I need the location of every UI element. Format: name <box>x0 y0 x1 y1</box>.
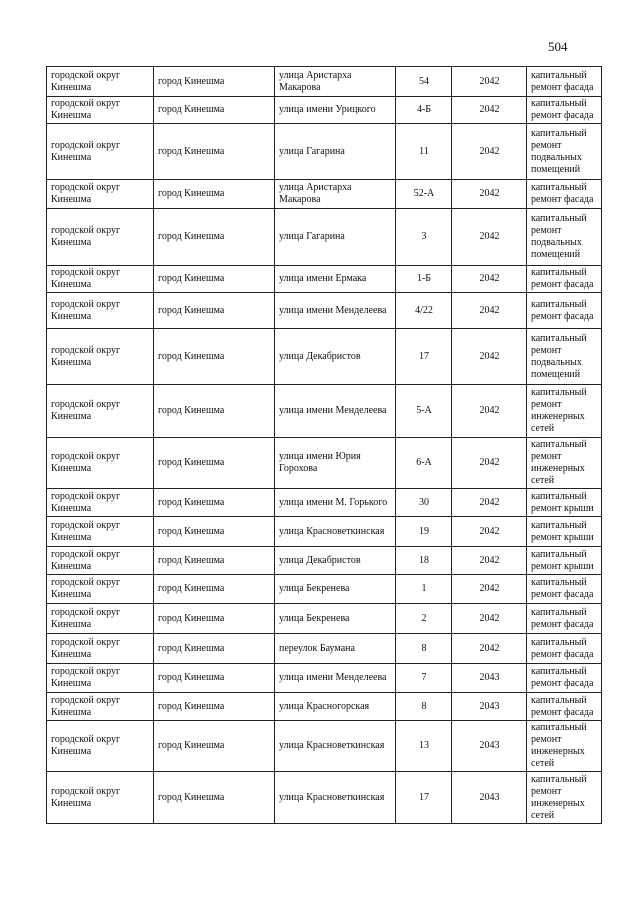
cell-street: улица Аристарха Макарова <box>275 180 396 209</box>
cell-city: город Кинешма <box>154 124 275 180</box>
cell-city: город Кинешма <box>154 664 275 693</box>
cell-year: 2042 <box>452 634 527 664</box>
cell-street: улица Красноветкинская <box>275 772 396 824</box>
cell-city: город Кинешма <box>154 547 275 575</box>
table-row <box>47 721 602 772</box>
cell-okrug: городской округ Кинешма <box>47 547 154 575</box>
table-row <box>47 693 602 721</box>
cell-okrug: городской округ Кинешма <box>47 664 154 693</box>
cell-city: город Кинешма <box>154 67 275 97</box>
cell-year: 2042 <box>452 438 527 489</box>
cell-house-number: 8 <box>396 693 452 721</box>
cell-okrug: городской округ Кинешма <box>47 693 154 721</box>
cell-house-number: 1-Б <box>396 266 452 293</box>
cell-street: улица Красногорская <box>275 693 396 721</box>
table-row <box>47 438 602 489</box>
cell-city: город Кинешма <box>154 721 275 772</box>
cell-work-type: капитальный ремонт фасада <box>527 693 602 721</box>
cell-year: 2042 <box>452 293 527 329</box>
cell-okrug: городской округ Кинешма <box>47 97 154 124</box>
cell-year: 2042 <box>452 547 527 575</box>
cell-okrug: городской округ Кинешма <box>47 293 154 329</box>
cell-year: 2042 <box>452 329 527 385</box>
cell-house-number: 17 <box>396 329 452 385</box>
cell-house-number: 1 <box>396 575 452 604</box>
cell-city: город Кинешма <box>154 489 275 517</box>
cell-okrug: городской округ Кинешма <box>47 180 154 209</box>
table-row <box>47 180 602 209</box>
cell-okrug: городской округ Кинешма <box>47 438 154 489</box>
table-row <box>47 329 602 385</box>
cell-city: город Кинешма <box>154 693 275 721</box>
cell-house-number: 18 <box>396 547 452 575</box>
cell-work-type: капитальный ремонт крыши <box>527 517 602 547</box>
cell-street: улица имени Менделеева <box>275 293 396 329</box>
cell-year: 2042 <box>452 180 527 209</box>
cell-work-type: капитальный ремонт фасада <box>527 664 602 693</box>
table-row <box>47 67 602 97</box>
cell-year: 2042 <box>452 489 527 517</box>
cell-street: улица Красноветкинская <box>275 517 396 547</box>
cell-street: переулок Баумана <box>275 634 396 664</box>
table-row <box>47 293 602 329</box>
cell-year: 2042 <box>452 97 527 124</box>
cell-work-type: капитальный ремонт фасада <box>527 97 602 124</box>
cell-okrug: городской округ Кинешма <box>47 329 154 385</box>
cell-house-number: 4/22 <box>396 293 452 329</box>
cell-house-number: 7 <box>396 664 452 693</box>
table-row <box>47 97 602 124</box>
cell-house-number: 4-Б <box>396 97 452 124</box>
cell-year: 2043 <box>452 772 527 824</box>
table-row <box>47 664 602 693</box>
cell-work-type: капитальный ремонт подвальных помещений <box>527 209 602 266</box>
page-number: 504 <box>548 39 568 54</box>
cell-house-number: 11 <box>396 124 452 180</box>
table-row <box>47 124 602 180</box>
cell-work-type: капитальный ремонт фасада <box>527 67 602 97</box>
cell-city: город Кинешма <box>154 209 275 266</box>
cell-year: 2042 <box>452 124 527 180</box>
table-row <box>47 517 602 547</box>
cell-house-number: 52-А <box>396 180 452 209</box>
cell-okrug: городской округ Кинешма <box>47 385 154 438</box>
cell-street: улица Бекренева <box>275 575 396 604</box>
cell-work-type: капитальный ремонт фасада <box>527 266 602 293</box>
cell-city: город Кинешма <box>154 180 275 209</box>
cell-year: 2042 <box>452 209 527 266</box>
cell-street: улица имени М. Горького <box>275 489 396 517</box>
cell-city: город Кинешма <box>154 293 275 329</box>
cell-street: улица имени Урицкого <box>275 97 396 124</box>
cell-street: улица имени Менделеева <box>275 385 396 438</box>
cell-year: 2043 <box>452 693 527 721</box>
cell-street: улица Гагарина <box>275 209 396 266</box>
cell-city: город Кинешма <box>154 634 275 664</box>
cell-street: улица Аристарха Макарова <box>275 67 396 97</box>
cell-city: город Кинешма <box>154 385 275 438</box>
table-body <box>47 67 602 824</box>
cell-city: город Кинешма <box>154 575 275 604</box>
cell-year: 2042 <box>452 67 527 97</box>
cell-work-type: капитальный ремонт фасада <box>527 634 602 664</box>
cell-street: улица Красноветкинская <box>275 721 396 772</box>
cell-house-number: 3 <box>396 209 452 266</box>
cell-okrug: городской округ Кинешма <box>47 266 154 293</box>
cell-city: город Кинешма <box>154 604 275 634</box>
cell-work-type: капитальный ремонт инженерных сетей <box>527 385 602 438</box>
cell-okrug: городской округ Кинешма <box>47 209 154 266</box>
cell-street: улица Гагарина <box>275 124 396 180</box>
cell-work-type: капитальный ремонт фасада <box>527 604 602 634</box>
cell-city: город Кинешма <box>154 329 275 385</box>
cell-okrug: городской округ Кинешма <box>47 604 154 634</box>
cell-street: улица Декабристов <box>275 547 396 575</box>
cell-okrug: городской округ Кинешма <box>47 772 154 824</box>
cell-city: город Кинешма <box>154 266 275 293</box>
cell-year: 2042 <box>452 604 527 634</box>
cell-work-type: капитальный ремонт подвальных помещений <box>527 124 602 180</box>
table-row <box>47 385 602 438</box>
cell-house-number: 17 <box>396 772 452 824</box>
cell-work-type: капитальный ремонт крыши <box>527 489 602 517</box>
cell-house-number: 19 <box>396 517 452 547</box>
cell-house-number: 2 <box>396 604 452 634</box>
table-row <box>47 489 602 517</box>
table-row <box>47 575 602 604</box>
cell-city: город Кинешма <box>154 438 275 489</box>
cell-street: улица имени Юрия Горохова <box>275 438 396 489</box>
cell-okrug: городской округ Кинешма <box>47 575 154 604</box>
cell-okrug: городской округ Кинешма <box>47 489 154 517</box>
repair-schedule-table <box>46 66 602 824</box>
cell-street: улица Бекренева <box>275 604 396 634</box>
cell-work-type: капитальный ремонт подвальных помещений <box>527 329 602 385</box>
cell-house-number: 8 <box>396 634 452 664</box>
table-row <box>47 209 602 266</box>
table-row <box>47 547 602 575</box>
cell-okrug: городской округ Кинешма <box>47 721 154 772</box>
cell-house-number: 6-А <box>396 438 452 489</box>
cell-street: улица имени Ермака <box>275 266 396 293</box>
cell-city: город Кинешма <box>154 517 275 547</box>
table-row <box>47 604 602 634</box>
cell-work-type: капитальный ремонт фасада <box>527 293 602 329</box>
cell-year: 2042 <box>452 385 527 438</box>
cell-okrug: городской округ Кинешма <box>47 67 154 97</box>
table-row <box>47 634 602 664</box>
cell-city: город Кинешма <box>154 772 275 824</box>
cell-house-number: 5-А <box>396 385 452 438</box>
cell-house-number: 54 <box>396 67 452 97</box>
cell-street: улица Декабристов <box>275 329 396 385</box>
cell-city: город Кинешма <box>154 97 275 124</box>
cell-year: 2042 <box>452 575 527 604</box>
cell-okrug: городской округ Кинешма <box>47 124 154 180</box>
cell-work-type: капитальный ремонт инженерных сетей <box>527 721 602 772</box>
cell-house-number: 13 <box>396 721 452 772</box>
cell-year: 2043 <box>452 664 527 693</box>
cell-work-type: капитальный ремонт крыши <box>527 547 602 575</box>
cell-work-type: капитальный ремонт инженерных сетей <box>527 438 602 489</box>
cell-work-type: капитальный ремонт фасада <box>527 180 602 209</box>
cell-street: улица имени Менделеева <box>275 664 396 693</box>
table-row <box>47 266 602 293</box>
cell-work-type: капитальный ремонт инженерных сетей <box>527 772 602 824</box>
cell-year: 2043 <box>452 721 527 772</box>
cell-work-type: капитальный ремонт фасада <box>527 575 602 604</box>
cell-year: 2042 <box>452 517 527 547</box>
cell-year: 2042 <box>452 266 527 293</box>
cell-okrug: городской округ Кинешма <box>47 634 154 664</box>
cell-okrug: городской округ Кинешма <box>47 517 154 547</box>
cell-house-number: 30 <box>396 489 452 517</box>
table-row <box>47 772 602 824</box>
